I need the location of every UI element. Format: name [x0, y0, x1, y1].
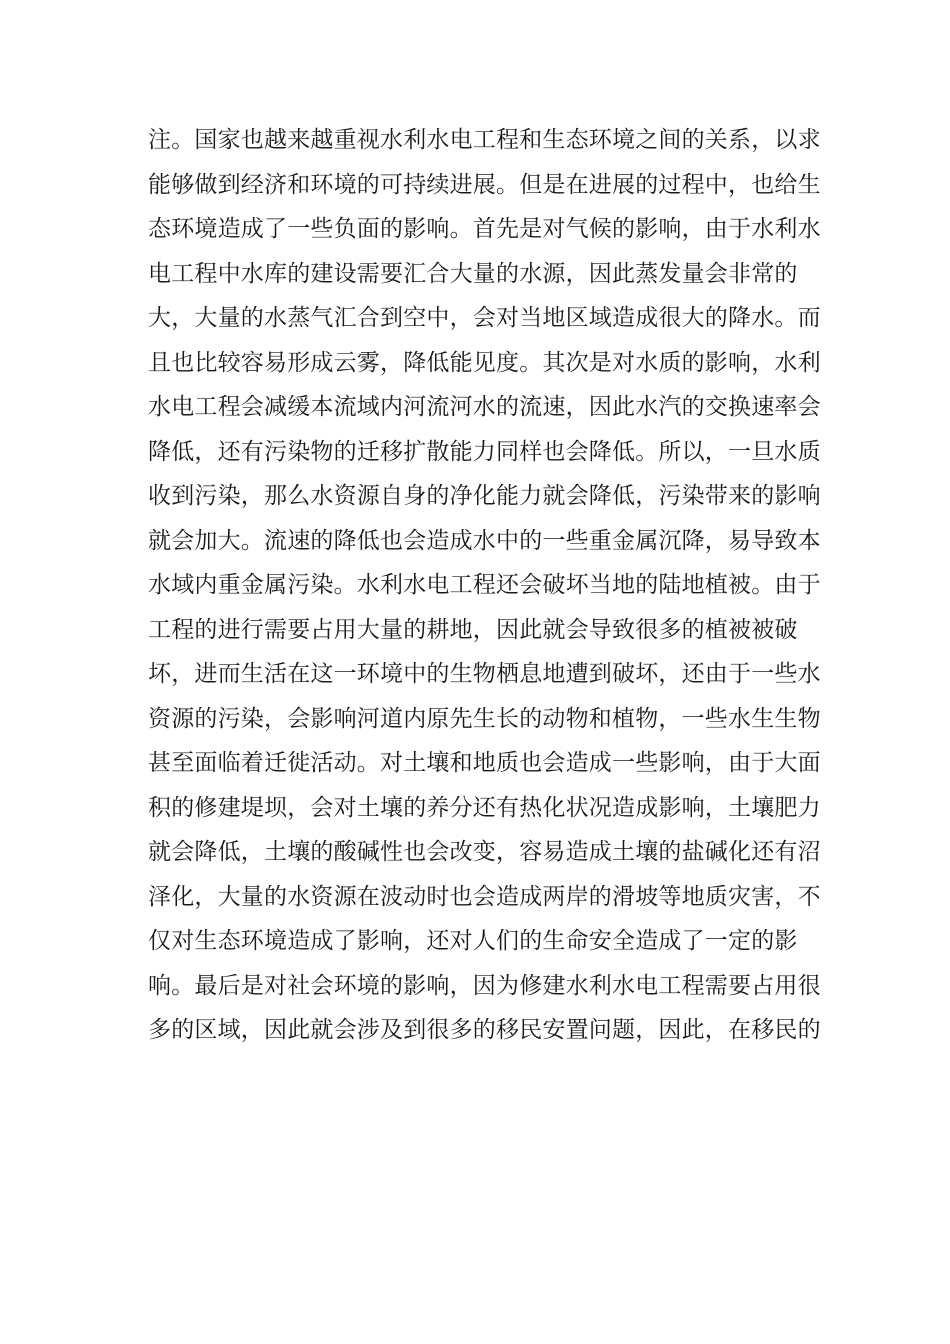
text-line: 能够做到经济和环境的可持续进展。但是在进展的过程中，也给生 [148, 171, 821, 198]
text-line: 注。国家也越来越重视水利水电工程和生态环境之间的关系，以求 [148, 127, 821, 153]
text-line: 水域内重金属污染。水利水电工程还会破坏当地的陆地植被。由于 [148, 572, 821, 598]
text-line: 就会降低，土壤的酸碱性也会改变，容易造成土壤的盐碱化还有沼 [148, 839, 821, 865]
text-line: 积的修建堤坝，会对土壤的养分还有热化状况造成影响，土壤肥力 [148, 794, 821, 821]
text-line: 工程的进行需要占用大量的耕地，因此就会导致很多的植被被破 [148, 616, 798, 643]
text-line: 多的区域，因此就会涉及到很多的移民安置问题，因此，在移民的 [148, 1017, 821, 1043]
text-line: 收到污染，那么水资源自身的净化能力就会降低，污染带来的影响 [148, 483, 821, 509]
text-line: 响。最后是对社会环境的影响，因为修建水利水电工程需要占用很 [148, 972, 821, 999]
body-paragraph [148, 118, 821, 1053]
text-line: 坏，进而生活在这一环境中的生物栖息地遭到破坏，还由于一些水 [148, 661, 821, 687]
text-line: 电工程中水库的建设需要汇合大量的水源，因此蒸发量会非常的 [148, 260, 798, 287]
text-line: 甚至面临着迁徙活动。对土壤和地质也会造成一些影响，由于大面 [148, 750, 821, 776]
text-line: 泽化，大量的水资源在波动时也会造成两岸的滑坡等地质灾害，不 [148, 883, 821, 910]
text-line: 且也比较容易形成云雾，降低能见度。其次是对水质的影响，水利 [148, 349, 821, 376]
text-line: 水电工程会减缓本流域内河流河水的流速，因此水汽的交换速率会 [148, 394, 821, 420]
text-line: 降低，还有污染物的迁移扩散能力同样也会降低。所以，一旦水质 [148, 438, 821, 465]
text-line: 大，大量的水蒸气汇合到空中，会对当地区域造成很大的降水。而 [148, 305, 821, 331]
text-line: 态环境造成了一些负面的影响。首先是对气候的影响，由于水利水 [148, 216, 821, 242]
text-line: 就会加大。流速的降低也会造成水中的一些重金属沉降，易导致本 [148, 527, 821, 554]
text-line: 仅对生态环境造成了影响，还对人们的生命安全造成了一定的影 [148, 928, 798, 954]
text-line: 资源的污染，会影响河道内原先生长的动物和植物，一些水生生物 [148, 705, 821, 732]
